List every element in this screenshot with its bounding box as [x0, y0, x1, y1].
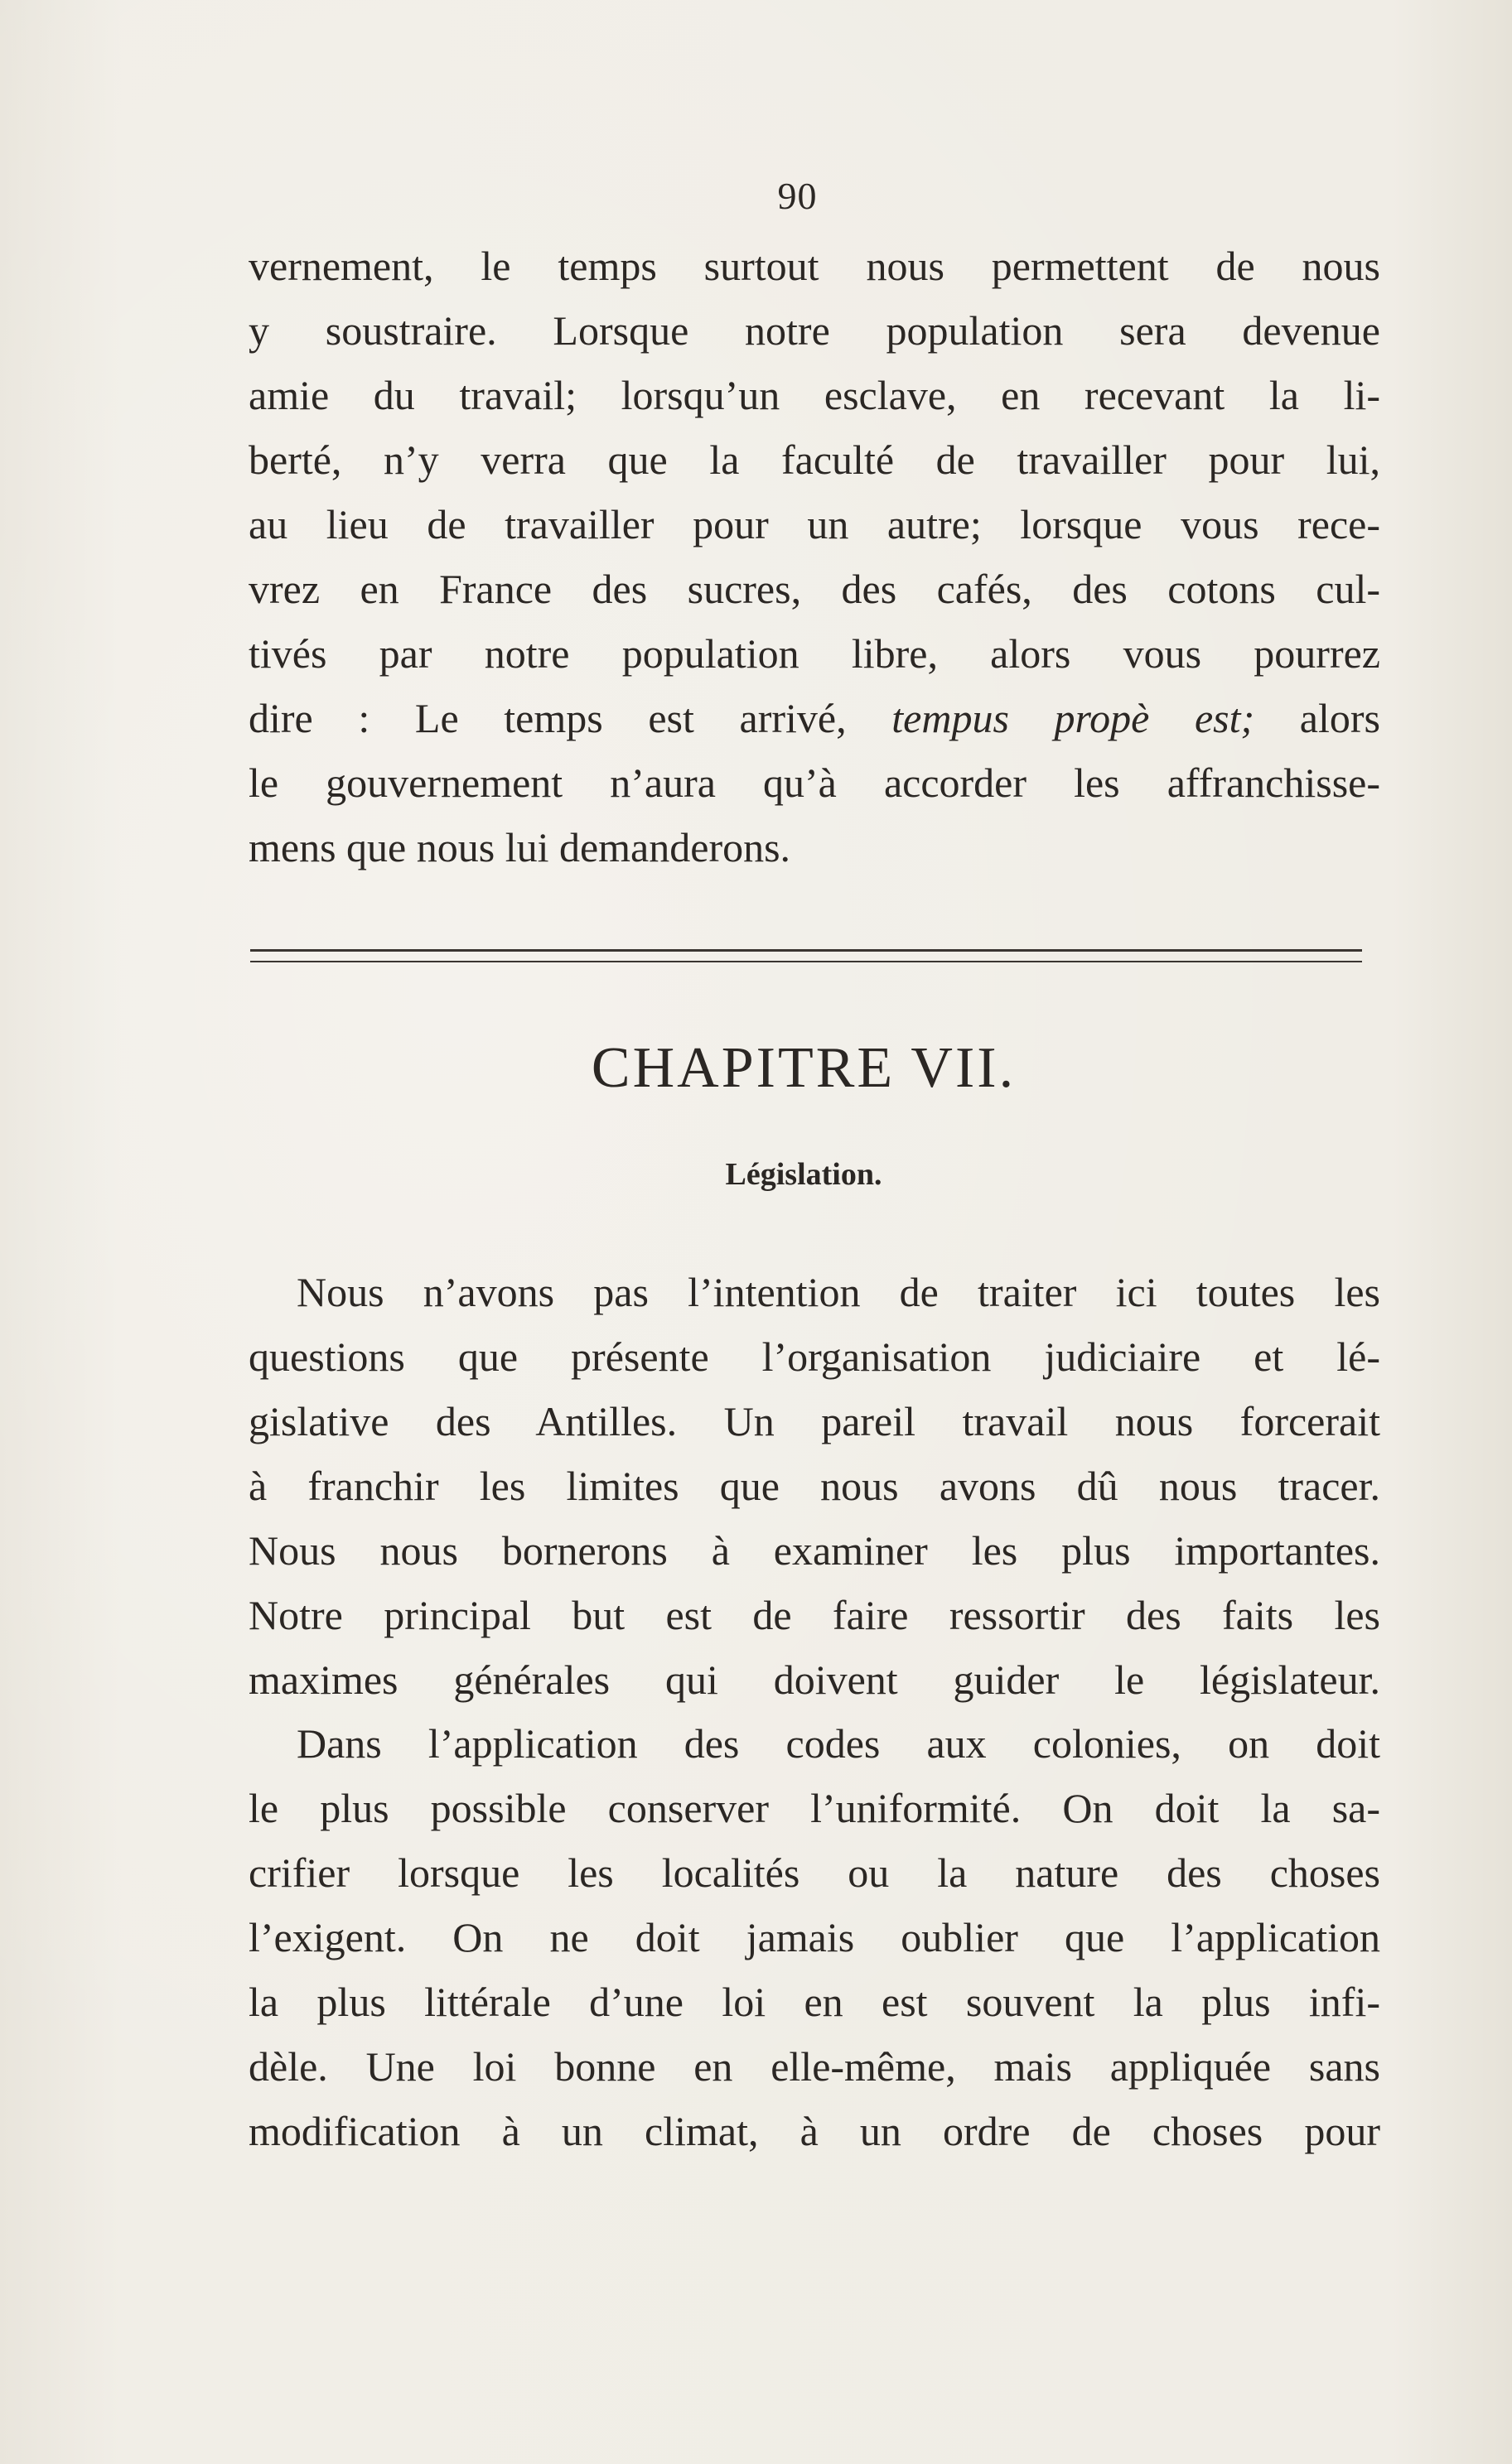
text-line: Notre principal but est de faire ressortir des faits les — [249, 1592, 1380, 1638]
text-line: Dans l’application des codes aux colonies, on doit — [297, 1720, 1380, 1767]
text-line: vrez en France des sucres, des cafés, des cotons cul- — [249, 566, 1380, 612]
text-line: le plus possible conserver l’uniformité. On doit la sa- — [249, 1785, 1380, 1831]
text-line: la plus littérale d’une loi en est souvent la plus infi- — [249, 1979, 1380, 2025]
latin-phrase: tempus propè est; — [891, 695, 1255, 741]
text-line: berté, n’y verra que la faculté de travailler pour lui, — [249, 436, 1380, 483]
page-number: 90 — [777, 175, 818, 217]
text-line: crifier lorsque les localités ou la nature des choses — [249, 1849, 1380, 1896]
chapter-title: CHAPITRE VII. — [591, 1036, 1017, 1100]
text-line: gislative des Antilles. Un pareil travail nous forcerait — [249, 1398, 1380, 1444]
top-paragraph — [249, 234, 1380, 880]
text-line: maximes générales qui doivent guider le législateur. — [249, 1656, 1380, 1703]
chapter-divider-rule — [250, 949, 1362, 962]
text-line: à franchir les limites que nous avons dû nous tracer. — [249, 1463, 1380, 1509]
text-line: dèle. Une loi bonne en elle-même, mais appliquée sans — [249, 2043, 1380, 2090]
text-line: au lieu de travailler pour un autre; lorsque vous rece- — [249, 501, 1380, 547]
text-fragment: alors — [1254, 695, 1381, 741]
text-line: tivés par notre population libre, alors vous pourrez — [249, 630, 1380, 677]
text-line: y soustraire. Lorsque notre population sera devenue — [249, 307, 1380, 354]
text-line: Nous n’avons pas l’intention de traiter ici toutes les — [297, 1269, 1380, 1315]
text-line: le gouvernement n’aura qu’à accorder les affranchisse- — [249, 759, 1380, 806]
paragraph-legislation-2 — [249, 1711, 1380, 2163]
text-line: vernement, le temps surtout nous permettent de nous — [249, 243, 1380, 289]
text-line: modification à un climat, à un ordre de choses pour — [249, 2108, 1380, 2154]
text-line: questions que présente l’organisation judiciaire et lé- — [249, 1333, 1380, 1380]
text-line: mens que nous lui demanderons. — [249, 824, 791, 870]
text-line: amie du travail; lorsqu’un esclave, en recevant la li- — [249, 372, 1380, 418]
paragraph-legislation-1 — [249, 1260, 1380, 1712]
text-fragment: dire : Le temps est arrivé, — [249, 695, 892, 741]
text-line: Nous nous bornerons à examiner les plus importantes. — [249, 1527, 1380, 1574]
text-line: l’exigent. On ne doit jamais oublier que l’application — [249, 1914, 1380, 1960]
text-line-mixed — [249, 686, 1380, 750]
section-title: Législation. — [725, 1157, 882, 1192]
